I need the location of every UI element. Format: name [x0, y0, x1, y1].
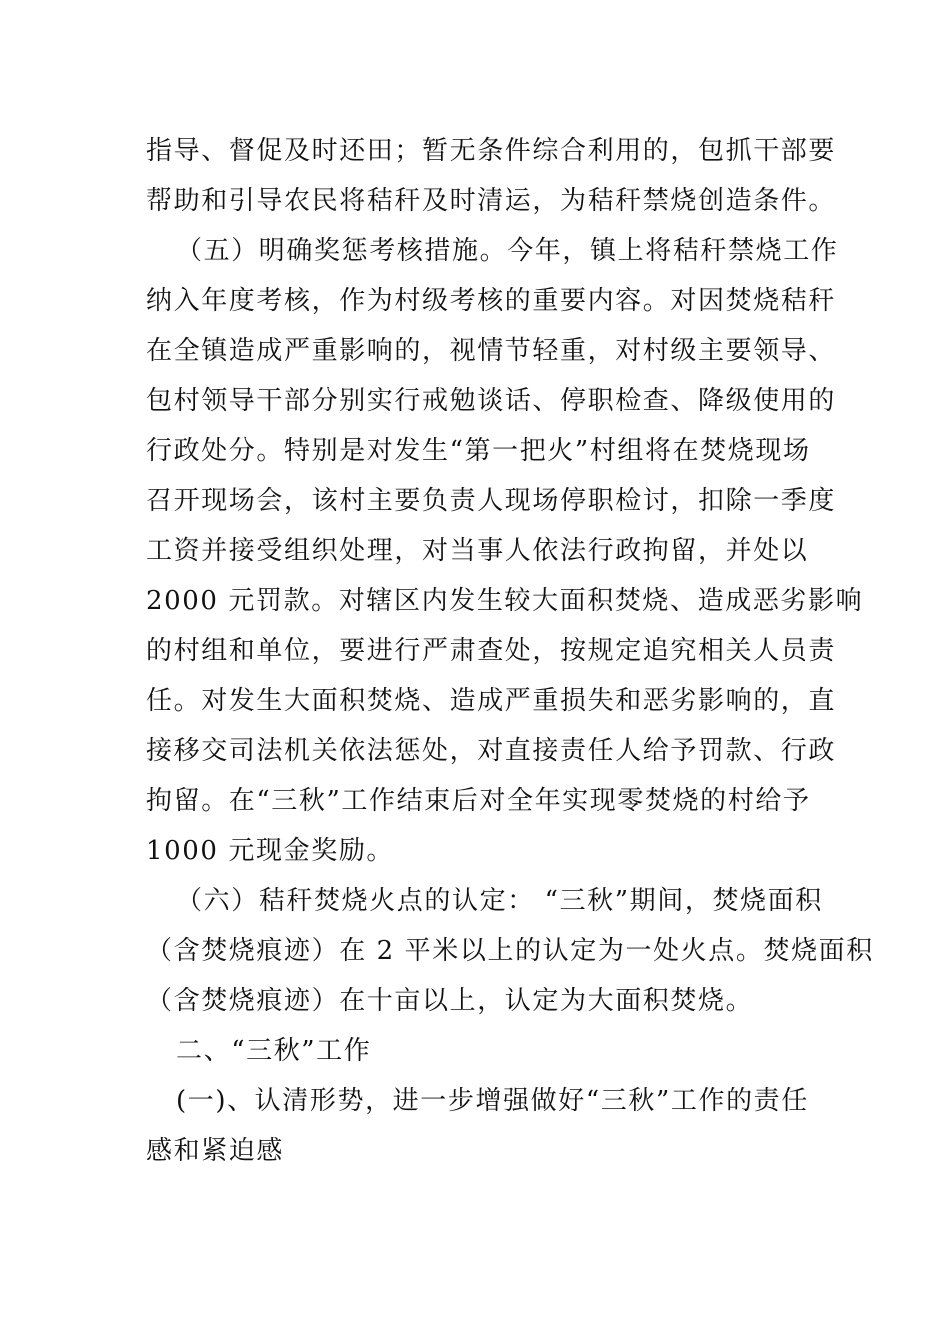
text-line: 1000 元现金奖励。: [146, 836, 395, 866]
text-line: 指导、督促及时还田；暂无条件综合利用的，包抓干部要: [146, 136, 837, 166]
text-line: 感和紧迫感: [146, 1136, 285, 1166]
text-line: 召开现场会，该村主要负责人现场停职检讨，扣除一季度: [146, 486, 837, 516]
text-line: （含焚烧痕迹）在十亩以上，认定为大面积焚烧。: [146, 986, 754, 1016]
text-line: （含焚烧痕迹）在 2 平米以上的认定为一处火点。焚烧面积: [146, 936, 874, 966]
text-line: 2000 元罚款。对辖区内发生较大面积焚烧、造成恶劣影响: [146, 586, 864, 616]
text-line: 接移交司法机关依法惩处，对直接责任人给予罚款、行政: [146, 736, 837, 766]
text-line: 拘留。在“三秋”工作结束后对全年实现零焚烧的村给予: [146, 786, 811, 816]
text-line: 任。对发生大面积焚烧、造成严重损失和恶劣影响的，直: [146, 686, 837, 716]
subsection-heading: (一)、认清形势，进一步增强做好“三秋”工作的责任: [176, 1086, 809, 1116]
text-line: 帮助和引导农民将秸秆及时清运，为秸秆禁烧创造条件。: [146, 186, 837, 216]
section-heading: （五）明确奖惩考核措施。今年，镇上将秸秆禁烧工作: [176, 236, 839, 266]
text-line: 纳入年度考核，作为村级考核的重要内容。对因焚烧秸秆: [146, 286, 837, 316]
text-line: 包村领导干部分别实行戒勉谈话、停职检查、降级使用的: [146, 386, 837, 416]
section-heading: （六）秸秆焚烧火点的认定： “三秋”期间，焚烧面积: [176, 886, 823, 916]
text-line: 在全镇造成严重影响的，视情节轻重，对村级主要领导、: [146, 336, 837, 366]
section-heading: 二、“三秋”工作: [176, 1036, 372, 1066]
text-line: 行政处分。特别是对发生“第一把火”村组将在焚烧现场: [146, 436, 811, 466]
text-line: 的村组和单位，要进行严肃查处，按规定追究相关人员责: [146, 636, 837, 666]
text-line: 工资并接受组织处理，对当事人依法行政拘留，并处以: [146, 536, 809, 566]
